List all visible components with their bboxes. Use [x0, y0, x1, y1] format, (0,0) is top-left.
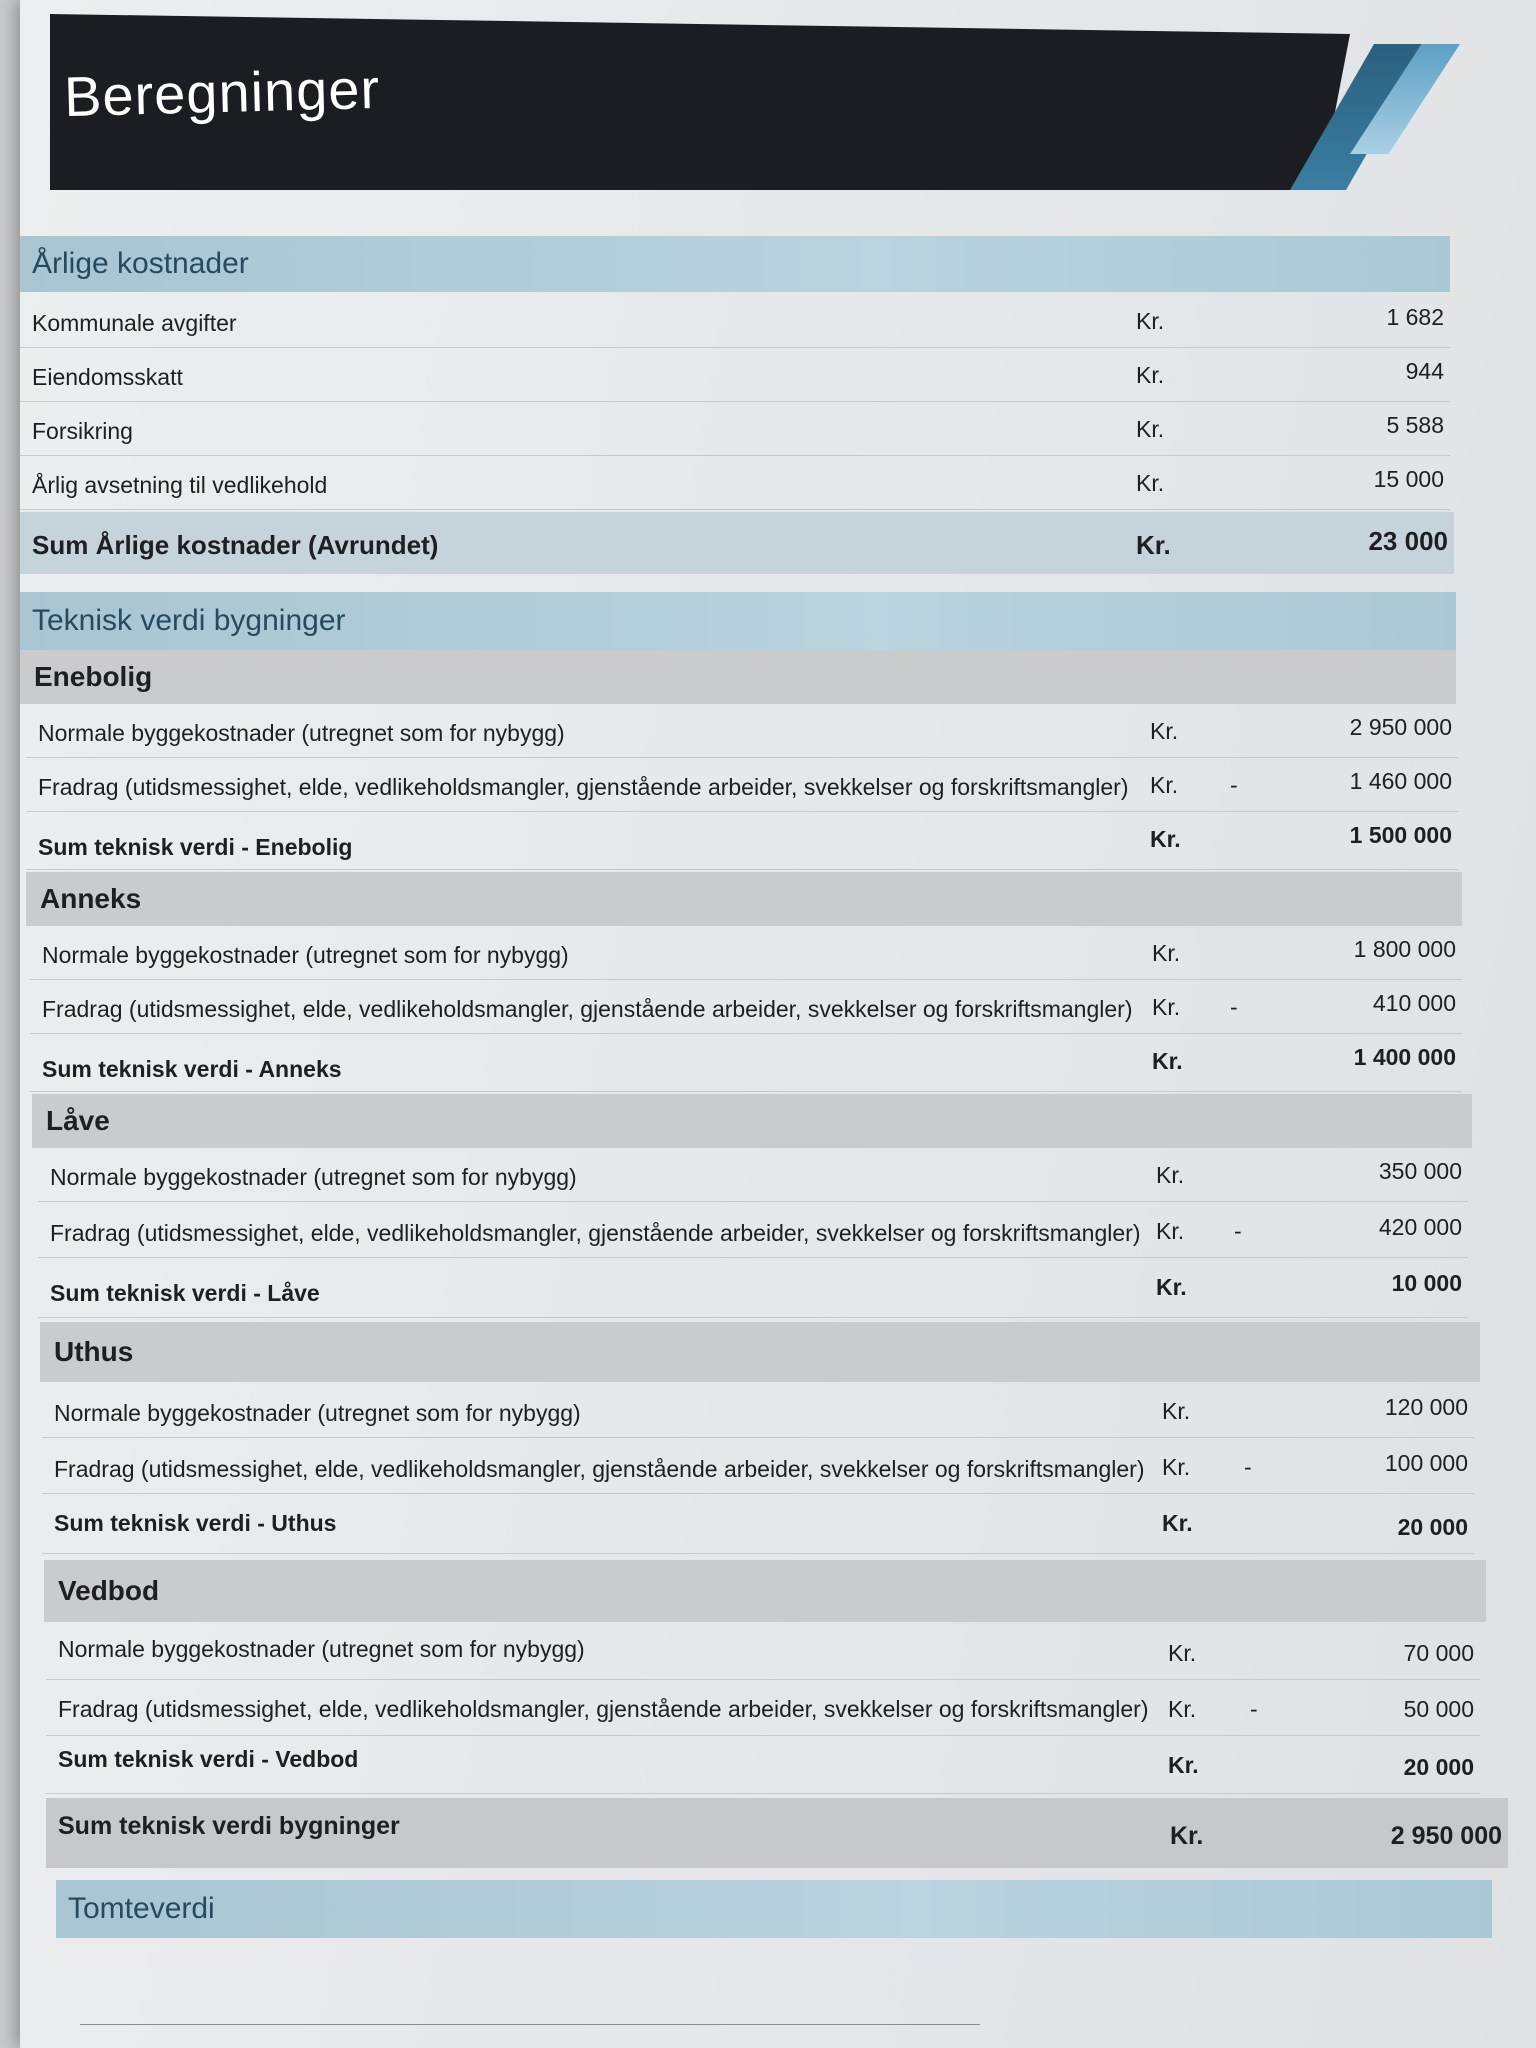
row-label: Normale byggekostnader (utregnet som for nybygg)	[38, 720, 565, 746]
row-label: Fradrag (utidsmessighet, elde, vedlikeholdsmangler, gjenstående arbeider, svekkelser og forskriftsmangler)	[58, 1696, 1149, 1722]
currency-label: Kr.	[1162, 1398, 1191, 1424]
currency-label: Kr.	[1136, 362, 1165, 388]
amount-value: 15 000	[1373, 466, 1444, 492]
row-label: Kommunale avgifter	[32, 310, 237, 336]
amount-value: 1 500 000	[1349, 822, 1452, 848]
currency-label: Kr.	[1152, 994, 1181, 1020]
currency-label: Kr.	[1156, 1162, 1185, 1188]
row-label: Sum teknisk verdi - Uthus	[54, 1510, 337, 1536]
minus-sign: -	[1234, 1218, 1242, 1244]
table-row	[20, 456, 1450, 510]
document-page	[20, 0, 1536, 2048]
sum-row	[42, 1496, 1474, 1554]
footer-divider	[80, 2024, 980, 2025]
row-label: Fradrag (utidsmessighet, elde, vedlikeholdsmangler, gjenstående arbeider, svekkelser og forskriftsmangler)	[50, 1220, 1141, 1246]
group-header-lave: Låve	[32, 1094, 1472, 1148]
row-label: Fradrag (utidsmessighet, elde, vedlikeholdsmangler, gjenstående arbeider, svekkelser og forskriftsmangler)	[38, 774, 1129, 800]
row-label: Normale byggekostnader (utregnet som for nybygg)	[54, 1400, 581, 1426]
row-label: Sum teknisk verdi bygninger	[58, 1812, 400, 1840]
currency-label: Kr.	[1150, 826, 1181, 852]
currency-label: Kr.	[1162, 1454, 1191, 1480]
sum-row	[26, 812, 1458, 870]
amount-value: 1 800 000	[1353, 936, 1456, 962]
currency-label: Kr.	[1150, 718, 1179, 744]
row-label: Sum teknisk verdi - Anneks	[42, 1056, 342, 1082]
table-row	[42, 1384, 1474, 1438]
table-row	[26, 758, 1458, 812]
amount-value: 50 000	[1403, 1696, 1474, 1722]
currency-label: Kr.	[1168, 1752, 1199, 1778]
currency-label: Kr.	[1136, 470, 1165, 496]
amount-value: 20 000	[1397, 1514, 1468, 1540]
currency-label: Kr.	[1156, 1274, 1187, 1300]
sum-row	[20, 512, 1454, 574]
amount-value: 23 000	[1368, 526, 1448, 556]
amount-value: 1 682	[1386, 304, 1444, 330]
table-row	[38, 1148, 1468, 1202]
currency-label: Kr.	[1156, 1218, 1185, 1244]
table-row	[20, 294, 1450, 348]
currency-label: Kr.	[1162, 1510, 1193, 1536]
amount-value: 1 400 000	[1353, 1044, 1456, 1070]
currency-label: Kr.	[1168, 1640, 1197, 1666]
amount-value: 410 000	[1372, 990, 1456, 1016]
amount-value: 2 950 000	[1349, 714, 1452, 740]
amount-value: 20 000	[1403, 1754, 1474, 1780]
amount-value: 350 000	[1378, 1158, 1462, 1184]
table-row	[20, 348, 1450, 402]
row-label: Sum Årlige kostnader (Avrundet)	[32, 530, 439, 560]
minus-sign: -	[1244, 1454, 1252, 1480]
sum-row	[46, 1736, 1480, 1794]
group-header-uthus: Uthus	[40, 1322, 1480, 1382]
row-label: Sum teknisk verdi - Vedbod	[58, 1746, 359, 1772]
amount-value: 70 000	[1403, 1640, 1474, 1666]
minus-sign: -	[1230, 994, 1238, 1020]
currency-label: Kr.	[1152, 1048, 1183, 1074]
page-title: Beregninger	[63, 56, 381, 129]
table-row	[38, 1204, 1468, 1258]
amount-value: 420 000	[1378, 1214, 1462, 1240]
group-header-vedbod: Vedbod	[44, 1560, 1486, 1622]
currency-label: Kr.	[1136, 308, 1165, 334]
row-label: Normale byggekostnader (utregnet som for nybygg)	[58, 1636, 585, 1662]
amount-value: 2 950 000	[1390, 1822, 1502, 1850]
table-row	[26, 704, 1458, 758]
amount-value: 120 000	[1384, 1394, 1468, 1420]
table-row	[46, 1680, 1480, 1736]
minus-sign: -	[1250, 1696, 1258, 1722]
table-row	[30, 980, 1462, 1034]
amount-value: 10 000	[1391, 1270, 1462, 1296]
sum-row	[30, 1034, 1462, 1092]
currency-label: Kr.	[1136, 416, 1165, 442]
amount-value: 5 588	[1386, 412, 1444, 438]
grand-total-row	[46, 1798, 1508, 1868]
amount-value: 1 460 000	[1349, 768, 1452, 794]
group-header-anneks: Anneks	[26, 872, 1462, 926]
row-label: Normale byggekostnader (utregnet som for nybygg)	[42, 942, 569, 968]
row-label: Fradrag (utidsmessighet, elde, vedlikeholdsmangler, gjenstående arbeider, svekkelser og forskriftsmangler)	[54, 1456, 1145, 1482]
minus-sign: -	[1230, 772, 1238, 798]
row-label: Normale byggekostnader (utregnet som for nybygg)	[50, 1164, 577, 1190]
row-label: Årlig avsetning til vedlikehold	[32, 472, 328, 498]
title-banner	[50, 14, 1470, 190]
table-row	[30, 926, 1462, 980]
currency-label: Kr.	[1170, 1822, 1204, 1850]
group-header-enebolig: Enebolig	[20, 650, 1456, 704]
section-header-tomteverdi: Tomteverdi	[56, 1880, 1492, 1938]
currency-label: Kr.	[1150, 772, 1179, 798]
section-header-arlige-kostnader: Årlige kostnader	[20, 236, 1450, 292]
currency-label: Kr.	[1152, 940, 1181, 966]
row-label: Fradrag (utidsmessighet, elde, vedlikeholdsmangler, gjenstående arbeider, svekkelser og forskriftsmangler)	[42, 996, 1133, 1022]
row-label: Sum teknisk verdi - Enebolig	[38, 834, 353, 860]
section-header-teknisk-verdi: Teknisk verdi bygninger	[20, 592, 1456, 650]
row-label: Eiendomsskatt	[32, 364, 183, 390]
sum-row	[38, 1260, 1468, 1318]
currency-label: Kr.	[1136, 530, 1171, 560]
currency-label: Kr.	[1168, 1696, 1197, 1722]
amount-value: 944	[1405, 358, 1444, 384]
table-row	[46, 1624, 1480, 1680]
amount-value: 100 000	[1384, 1450, 1468, 1476]
row-label: Sum teknisk verdi - Låve	[50, 1280, 320, 1306]
row-label: Forsikring	[32, 418, 133, 444]
table-row	[42, 1440, 1474, 1494]
table-row	[20, 402, 1450, 456]
